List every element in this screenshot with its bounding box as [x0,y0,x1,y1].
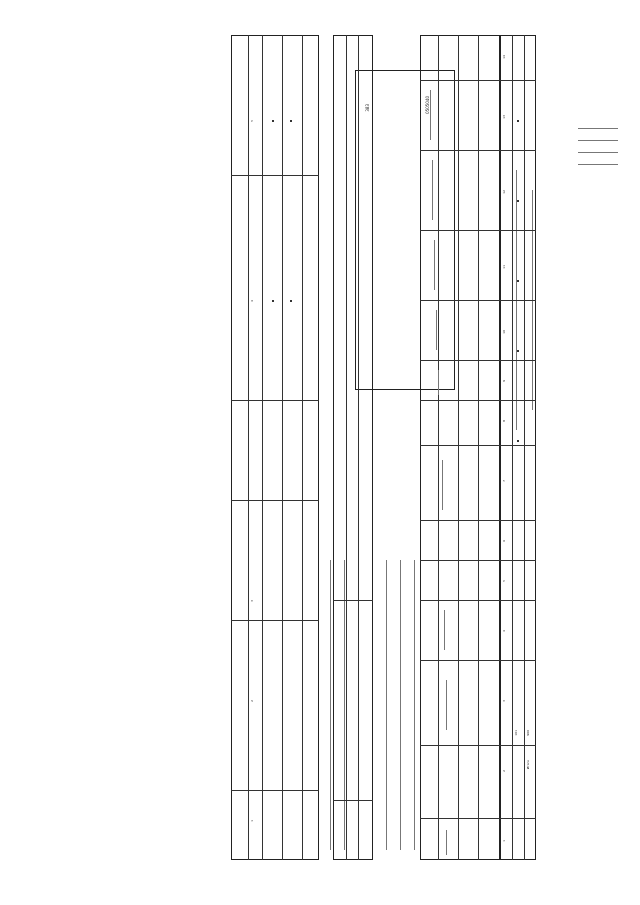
s12-col-11: 11 [502,265,506,269]
form-code: 0505040 [425,96,430,114]
s12-col-2: 2 [502,770,506,772]
row-label-101: 101 [514,730,518,736]
section-1-table [231,35,319,860]
s1-col-2: 2 [250,700,254,702]
page-mark: 383 [365,104,370,112]
s1-col-5: 5 [250,120,254,122]
s12-col-12: 12 [502,190,506,194]
appendix-stamp [576,118,620,174]
section-1-1-table [333,35,373,860]
s12-col-6: 6 [502,540,506,542]
s12-col-8: 8 [502,420,506,422]
s12-col-13: 13 [502,115,506,119]
s12-col-4: 4 [502,630,506,632]
section-1-2-table [500,35,536,860]
s12-col-1: 1 [502,840,506,842]
s12-col-7: 7 [502,480,506,482]
s1-col-1: 1 [250,820,254,822]
s12-col-5: 5 [502,580,506,582]
s12-col-3: 3 [502,700,506,702]
row-label-900: 900 [526,730,530,736]
total-label: Итого [526,760,530,770]
s12-col-9: 9 [502,380,506,382]
s12-col-10: 10 [502,330,506,334]
s1-col-4: 4 [250,300,254,302]
section-1-2-header [420,35,500,860]
s1-col-3: 3 [250,600,254,602]
s12-col-14: 14 [502,55,506,59]
